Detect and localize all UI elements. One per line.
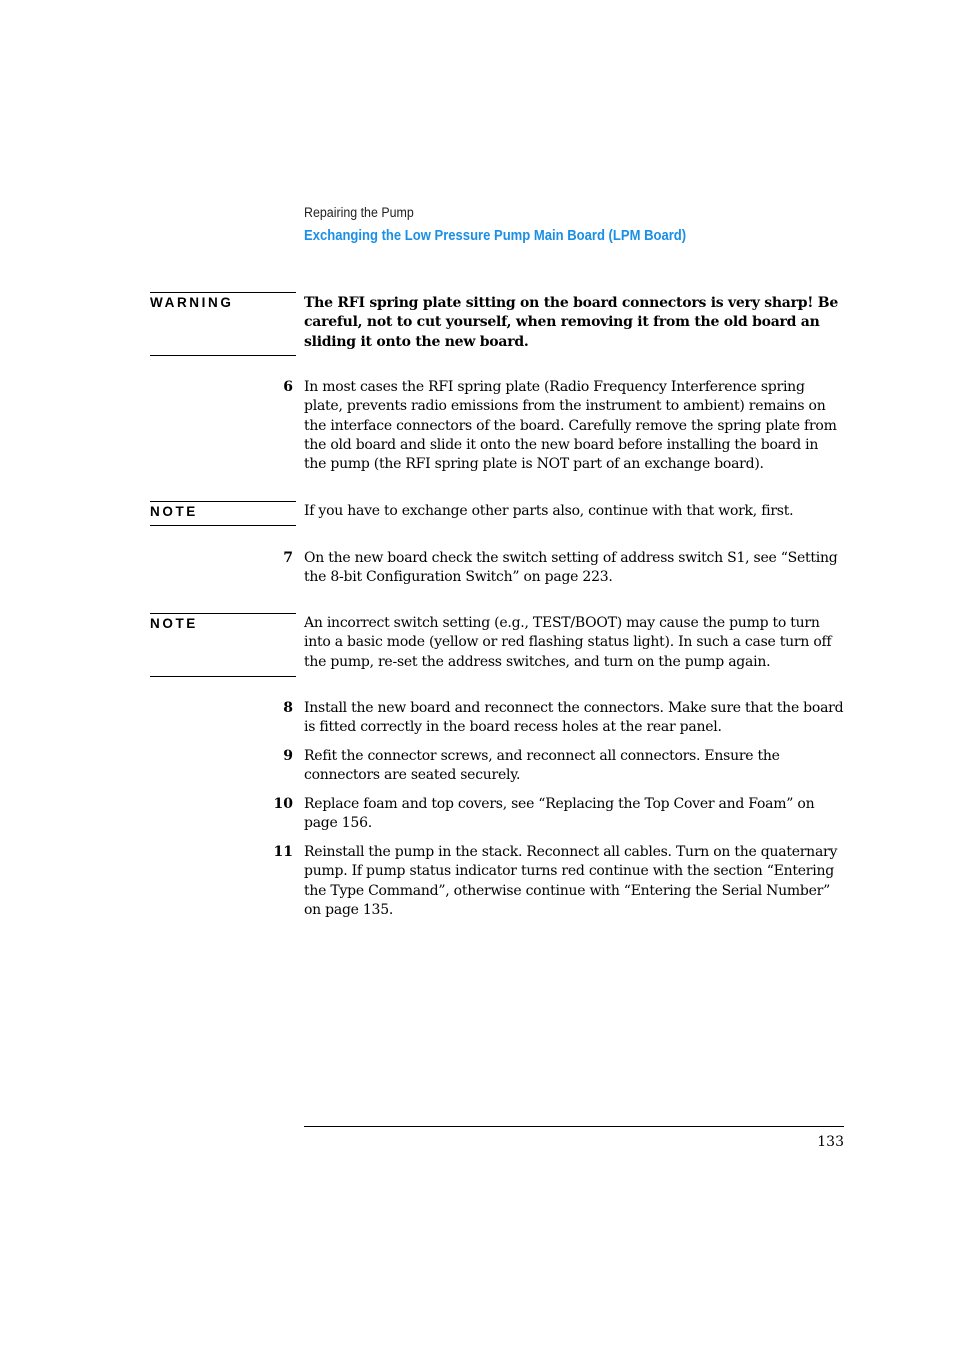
step-text-9: Refit the connector screws, and reconnect all connectors. Ensure the connectors are seated securely. [304,748,780,784]
warning-text: The RFI spring plate sitting on the board connectors is very sharp! Be careful, not to cut yourself, when removing it from the old board an sliding it onto the new board. [304,295,839,350]
note-label-1: NOTE [150,501,296,519]
step-number-7: 7 [283,550,293,566]
step-text-7: On the new board check the switch setting of address switch S1, see “Setting the 8-bit Configuration Switch” on page 223. [304,550,838,586]
step-text-6: In most cases the RFI spring plate (Radio Frequency Interference spring plate, prevents radio emissions from the instrument to ambient) remains on the interface connectors of the board. Carefully remove the spring plate from the old board and slide it onto the new board before installing the board in the pump (the RFI spring plate is NOT part of an exchange board). [304,379,837,473]
step-text-8: Install the new board and reconnect the connectors. Make sure that the board is fitted correctly in the board recess holes at the rear panel. [304,700,844,736]
footer-rule [304,1126,844,1127]
note-text-1: If you have to exchange other parts also, continue with that work, first. [304,503,794,519]
step-number-8: 8 [283,700,293,716]
page-number: 133 [817,1134,844,1150]
warning-label: WARNING [150,292,296,310]
note-label-2: NOTE [150,613,296,631]
step-number-6: 6 [283,379,293,395]
step-number-9: 9 [283,748,293,764]
step-text-11: Reinstall the pump in the stack. Reconnect all cables. Turn on the quaternary pump. If pump status indicator turns red continue with the section “Entering the Type Command”, otherwise continue with “Entering the Serial Number” on page 135. [304,844,838,918]
running-header-title: Exchanging the Low Pressure Pump Main Board (LPM Board) [304,228,687,244]
step-text-10: Replace foam and top covers, see “Replacing the Top Cover and Foam” on page 156. [304,796,815,832]
note-1-bottom-rule [150,525,296,526]
warning-bottom-rule [150,355,296,356]
running-header-section: Repairing the Pump [304,205,414,220]
step-number-10: 10 [273,796,293,812]
note-text-2: An incorrect switch setting (e.g., TEST/BOOT) may cause the pump to turn into a basic mode (yellow or red flashing status light). In such a case turn off the pump, re-set the address switches, and turn on the pump again. [304,615,832,670]
note-2-bottom-rule [150,676,296,677]
step-number-11: 11 [273,844,293,860]
